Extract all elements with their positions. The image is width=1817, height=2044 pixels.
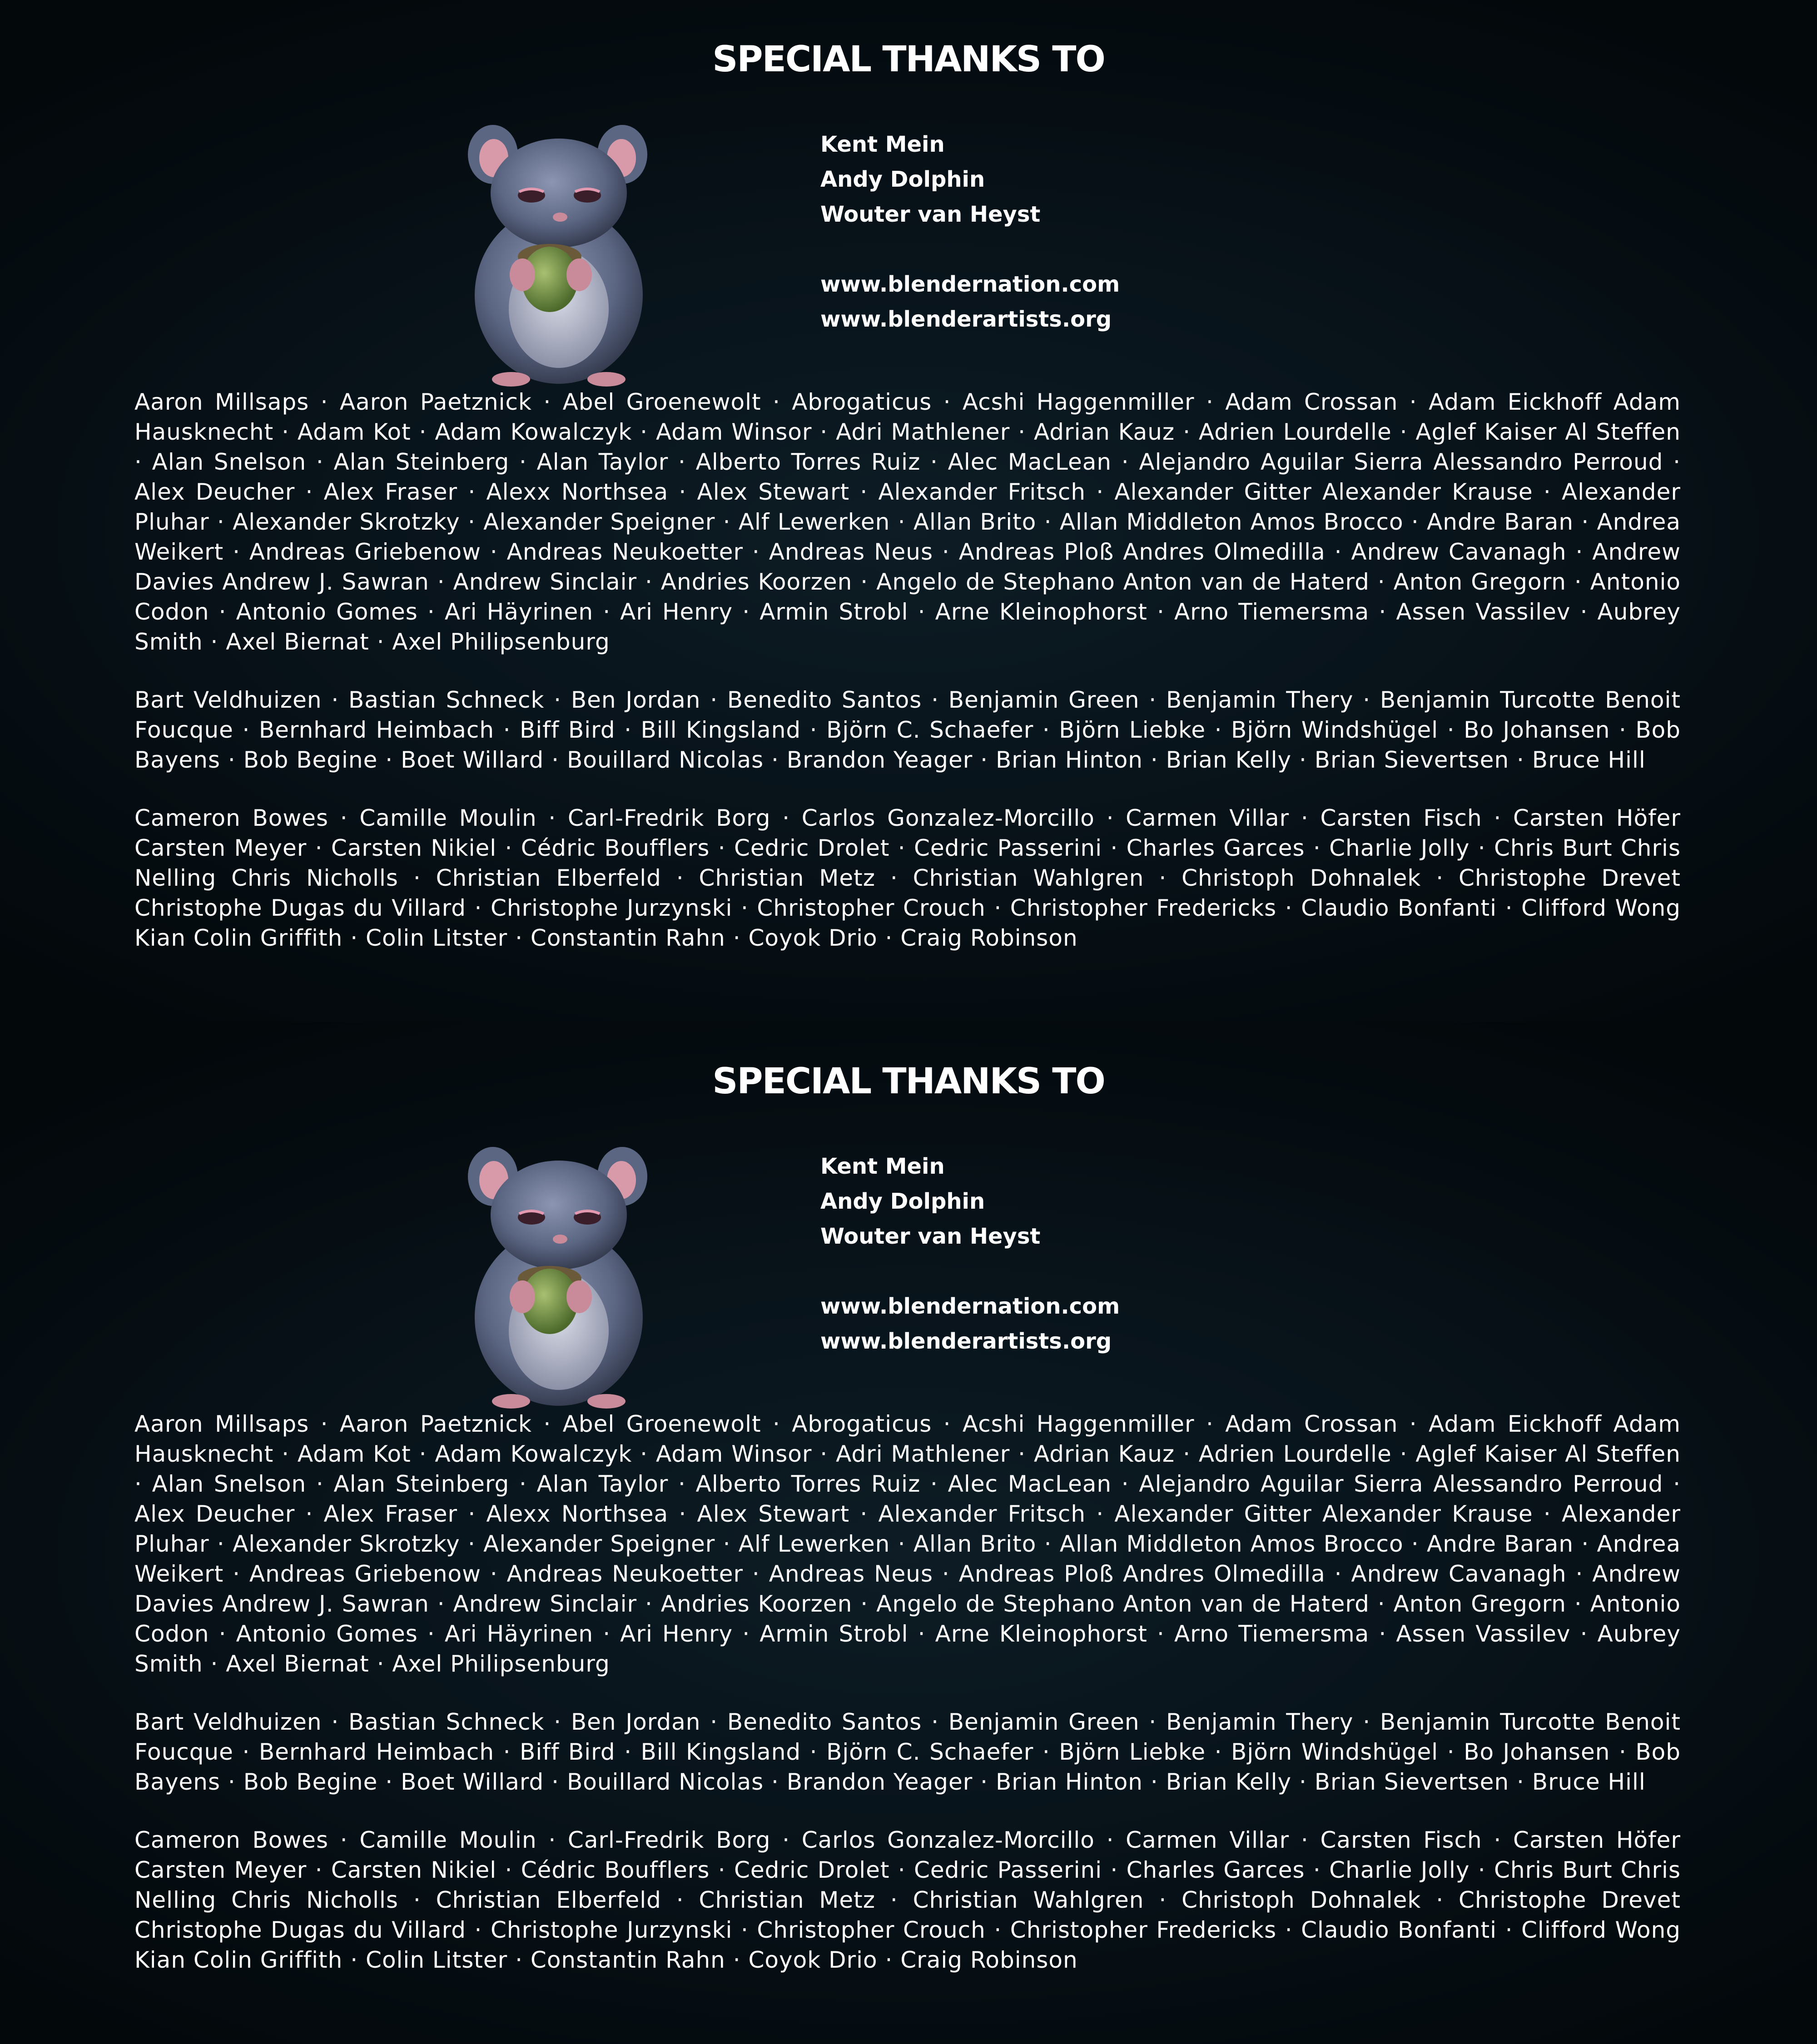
special-thanks-title: SPECIAL THANKS TO [712,1061,1105,1102]
credits-group-a: Aaron Millsaps · Aaron Paetznick · Abel Groenewolt · Abrogaticus · Acshi Haggenmiller · Adam Crossan · Adam Eickhoff Adam Hausknecht · Adam Kot · Adam Kowalczyk · Adam Winsor · Adri Mathlener · Adrian Kauz · Adrien Lourdelle · Aglef Kaiser Al Steffen · Alan Snelson · Alan Steinberg · Alan Taylor · Alberto Torres Ruiz · Alec MacLean · Alejandro Aguilar Sierra Alessandro Perroud · Alex Deucher · Alex Fraser · Alexx Northsea · Alex Stewart · Alexander Fritsch · Alexander Gitter Alexander Krause · Alexander Pluhar · Alexander Skrotzky · Alexander Speigner · Alf Lewerken · Allan Brito · Allan Middleton Amos Brocco · Andre Baran · Andrea Weikert · Andreas Griebenow · Andreas Neukoetter · Andreas Neus · Andreas Ploß Andres Olmedilla · Andrew Cavanagh · Andrew Davies Andrew J. Sawran · Andrew Sinclair · Andries Koorzen · Angelo de Stephano Anton van de Haterd · Anton Gregorn · Antonio Codon · Antonio Gomes · Ari Häyrinen · Ari Henry · Armin Strobl · Arne Kleinophorst · Arno Tiemersma · Assen Vassilev · Aubrey Smith · Axel Biernat · Axel Philipsenburg [134,389,1681,655]
thanks-name: Andy Dolphin [820,1189,985,1214]
thanks-name: Andy Dolphin [820,167,985,192]
credits-group-b: Bart Veldhuizen · Bastian Schneck · Ben Jordan · Benedito Santos · Benjamin Green · Benjamin Thery · Benjamin Turcotte Benoit Foucque · Bernhard Heimbach · Biff Bird · Bill Kingsland · Björn C. Schaefer · Björn Liebke · Björn Windshügel · Bo Johansen · Bob Bayens · Bob Begine · Boet Willard · Bouillard Nicolas · Brandon Yeager · Brian Hinton · Brian Kelly · Brian Sievertsen · Bruce Hill [134,687,1681,773]
website-link[interactable]: www.blendernation.com [820,272,1120,297]
website-link[interactable]: www.blenderartists.org [820,1329,1112,1354]
website-link[interactable]: www.blenderartists.org [820,307,1112,332]
thanks-name: Kent Mein [820,1154,945,1179]
special-thanks-list [820,127,1120,337]
thanks-name: Wouter van Heyst [820,202,1041,227]
credits-group-b: Bart Veldhuizen · Bastian Schneck · Ben Jordan · Benedito Santos · Benjamin Green · Benjamin Thery · Benjamin Turcotte Benoit Foucque · Bernhard Heimbach · Biff Bird · Bill Kingsland · Björn C. Schaefer · Björn Liebke · Björn Windshügel · Bo Johansen · Bob Bayens · Bob Begine · Boet Willard · Bouillard Nicolas · Brandon Yeager · Brian Hinton · Brian Kelly · Brian Sievertsen · Bruce Hill [134,1709,1681,1795]
credits-group-c: Cameron Bowes · Camille Moulin · Carl-Fredrik Borg · Carlos Gonzalez-Morcillo · Carmen Villar · Carsten Fisch · Carsten Höfer Carsten Meyer · Carsten Nikiel · Cédric Boufflers · Cedric Drolet · Cedric Passerini · Charles Garces · Charlie Jolly · Chris Burt Chris Nelling Chris Nicholls · Christian Elberfeld · Christian Metz · Christian Wahlgren · Christoph Dohnalek · Christophe Drevet Christophe Dugas du Villard · Christophe Jurzynski · Christopher Crouch · Christopher Fredericks · Claudio Bonfanti · Clifford Wong Kian Colin Griffith · Colin Litster · Constantin Rahn · Coyok Drio · Craig Robinson [134,805,1681,951]
thanks-name: Wouter van Heyst [820,1224,1041,1249]
chinchilla-mascot-icon [443,118,679,391]
website-link[interactable]: www.blendernation.com [820,1294,1120,1319]
credits-group-c: Cameron Bowes · Camille Moulin · Carl-Fredrik Borg · Carlos Gonzalez-Morcillo · Carmen Villar · Carsten Fisch · Carsten Höfer Carsten Meyer · Carsten Nikiel · Cédric Boufflers · Cedric Drolet · Cedric Passerini · Charles Garces · Charlie Jolly · Chris Burt Chris Nelling Chris Nicholls · Christian Elberfeld · Christian Metz · Christian Wahlgren · Christoph Dohnalek · Christophe Drevet Christophe Dugas du Villard · Christophe Jurzynski · Christopher Crouch · Christopher Fredericks · Claudio Bonfanti · Clifford Wong Kian Colin Griffith · Colin Litster · Constantin Rahn · Coyok Drio · Craig Robinson [134,1827,1681,1973]
special-thanks-list [820,1149,1120,1359]
credits-list [134,1409,1681,2003]
credits-frame-bottom [0,1022,1817,2044]
chinchilla-mascot-icon [443,1140,679,1413]
credits-group-a: Aaron Millsaps · Aaron Paetznick · Abel Groenewolt · Abrogaticus · Acshi Haggenmiller · Adam Crossan · Adam Eickhoff Adam Hausknecht · Adam Kot · Adam Kowalczyk · Adam Winsor · Adri Mathlener · Adrian Kauz · Adrien Lourdelle · Aglef Kaiser Al Steffen · Alan Snelson · Alan Steinberg · Alan Taylor · Alberto Torres Ruiz · Alec MacLean · Alejandro Aguilar Sierra Alessandro Perroud · Alex Deucher · Alex Fraser · Alexx Northsea · Alex Stewart · Alexander Fritsch · Alexander Gitter Alexander Krause · Alexander Pluhar · Alexander Skrotzky · Alexander Speigner · Alf Lewerken · Allan Brito · Allan Middleton Amos Brocco · Andre Baran · Andrea Weikert · Andreas Griebenow · Andreas Neukoetter · Andreas Neus · Andreas Ploß Andres Olmedilla · Andrew Cavanagh · Andrew Davies Andrew J. Sawran · Andrew Sinclair · Andries Koorzen · Angelo de Stephano Anton van de Haterd · Anton Gregorn · Antonio Codon · Antonio Gomes · Ari Häyrinen · Ari Henry · Armin Strobl · Arne Kleinophorst · Arno Tiemersma · Assen Vassilev · Aubrey Smith · Axel Biernat · Axel Philipsenburg [134,1411,1681,1677]
thanks-name: Kent Mein [820,132,945,157]
special-thanks-title: SPECIAL THANKS TO [712,39,1105,80]
credits-list [134,387,1681,981]
